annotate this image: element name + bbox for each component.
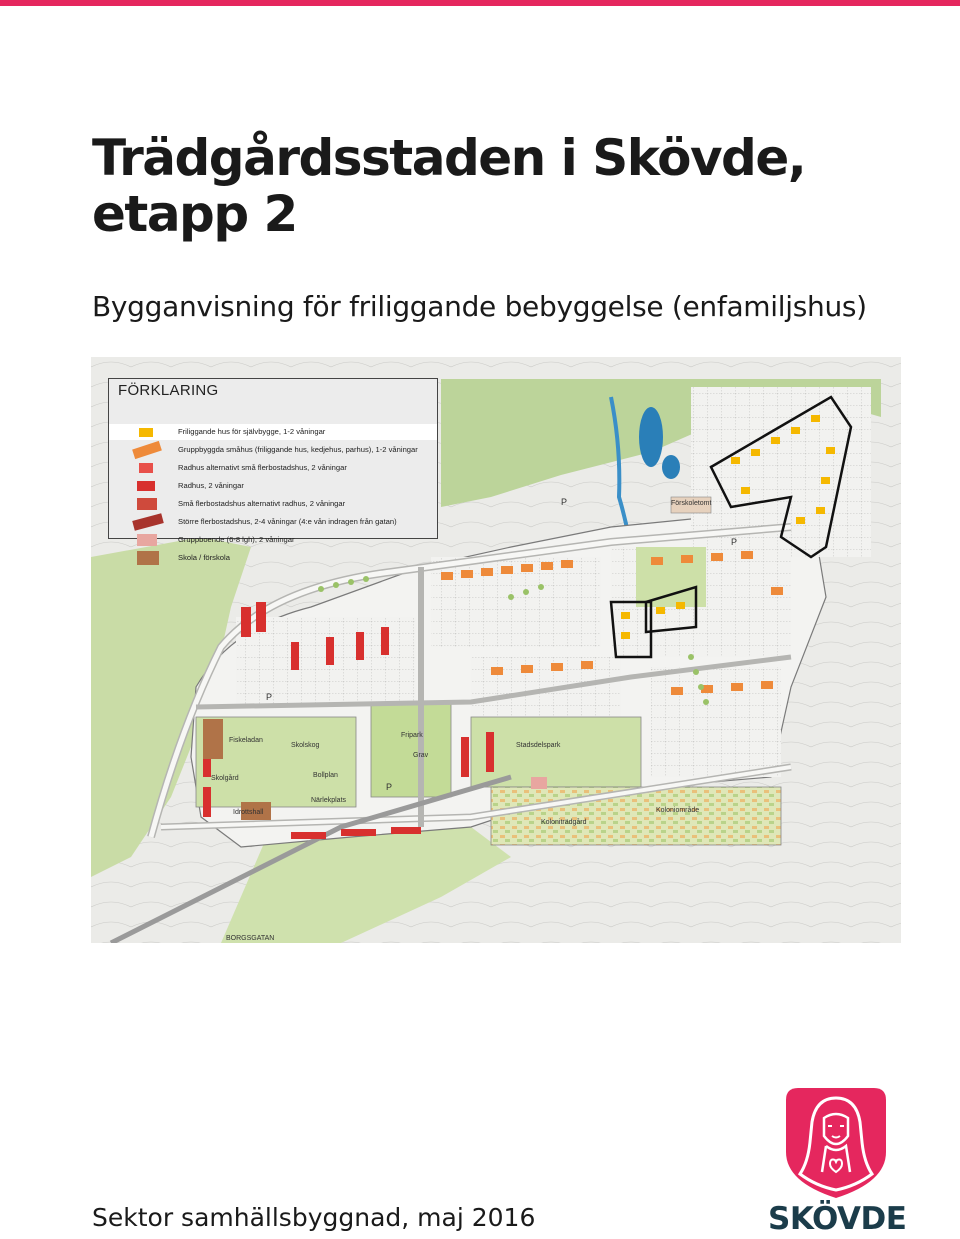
legend-item (109, 514, 437, 530)
page-title (92, 130, 805, 242)
legend-item-label: Gruppboende (6-8 lgh), 2 våningar (178, 535, 295, 544)
skovde-logo (768, 1082, 907, 1238)
footer-text: Sektor samhällsbyggnad, maj 2016 (92, 1203, 536, 1232)
legend-item-label: Radhus, 2 våningar (178, 481, 244, 490)
site-plan-map (91, 357, 901, 943)
legend-item (109, 424, 437, 440)
top-accent-bar (0, 0, 960, 6)
pond (662, 455, 680, 479)
skovde-shield-icon (768, 1082, 904, 1200)
allotments-label: Koloniträdgård (541, 819, 587, 826)
hall-label: Fiskeladan (229, 737, 263, 744)
apartment-swatch (137, 498, 157, 510)
legend-item (109, 478, 437, 494)
allotment-area (491, 787, 781, 845)
legend-item-label: Radhus alternativt små flerbostadshus, 2 våningar (178, 463, 347, 472)
legend-item-label: Små flerbostadshus alternativt radhus, 2 våningar (178, 499, 346, 508)
lot-block (431, 557, 601, 647)
map-legend (108, 378, 438, 562)
red-rowhouse-swatch (139, 463, 153, 473)
parking-label: P (561, 497, 568, 507)
preschool-label: Förskoletomt (671, 500, 712, 507)
red-house-swatch (137, 481, 155, 491)
group-housing-swatch (137, 534, 157, 546)
park-label: Fripark (401, 732, 423, 739)
district-park-label: Stadsdelspark (516, 742, 561, 749)
logo-wordmark: SKÖVDE (768, 1201, 907, 1237)
legend-item (109, 532, 437, 548)
parking-label: P (386, 782, 393, 792)
pond (639, 407, 663, 467)
group-housing-building (531, 777, 547, 789)
legend-item-label: Friliggande hus för självbygge, 1-2 våningar (178, 427, 326, 436)
orange-house-swatch (132, 441, 162, 459)
local-pitch-label: Närlekplats (311, 797, 347, 804)
legend-item-label: Skola / förskola (178, 553, 230, 562)
ball-field-label: Bollplan (313, 772, 338, 779)
yellow-house-swatch (139, 428, 153, 437)
page-subtitle: Bygganvisning för friliggande bebyggelse (enfamiljshus) (92, 290, 867, 323)
stadsdelspark (471, 717, 641, 787)
legend-item (109, 496, 437, 512)
sports-hall-label: Idrottshall (233, 809, 264, 816)
legend-item (109, 442, 437, 458)
school-swatch (137, 551, 159, 565)
fripark (371, 702, 451, 797)
grave-label: Grav (413, 752, 429, 759)
legend-item-label: Större flerbostadshus, 2-4 våningar (4:e vån indragen från gatan) (178, 517, 397, 526)
parking-label: P (266, 692, 273, 702)
school-yard-label: Skolgård (211, 775, 239, 782)
legend-item (109, 460, 437, 476)
colony-label: Koloniområde (656, 807, 700, 814)
legend-title: FÖRKLARING (118, 382, 219, 399)
legend-item-label: Gruppbyggda småhus (friliggande hus, kedjehus, parhus), 1-2 våningar (178, 445, 418, 454)
title-line-1: Trädgårdsstaden i Skövde, (92, 129, 806, 187)
school-building (203, 719, 223, 759)
title-line-2: etapp 2 (92, 185, 297, 243)
large-apartment-swatch (132, 513, 164, 530)
legend-item (109, 550, 437, 566)
street-label: BORGSGATAN (226, 935, 275, 942)
school-forest-label: Skolskog (291, 742, 320, 749)
parking-label: P (731, 537, 738, 547)
